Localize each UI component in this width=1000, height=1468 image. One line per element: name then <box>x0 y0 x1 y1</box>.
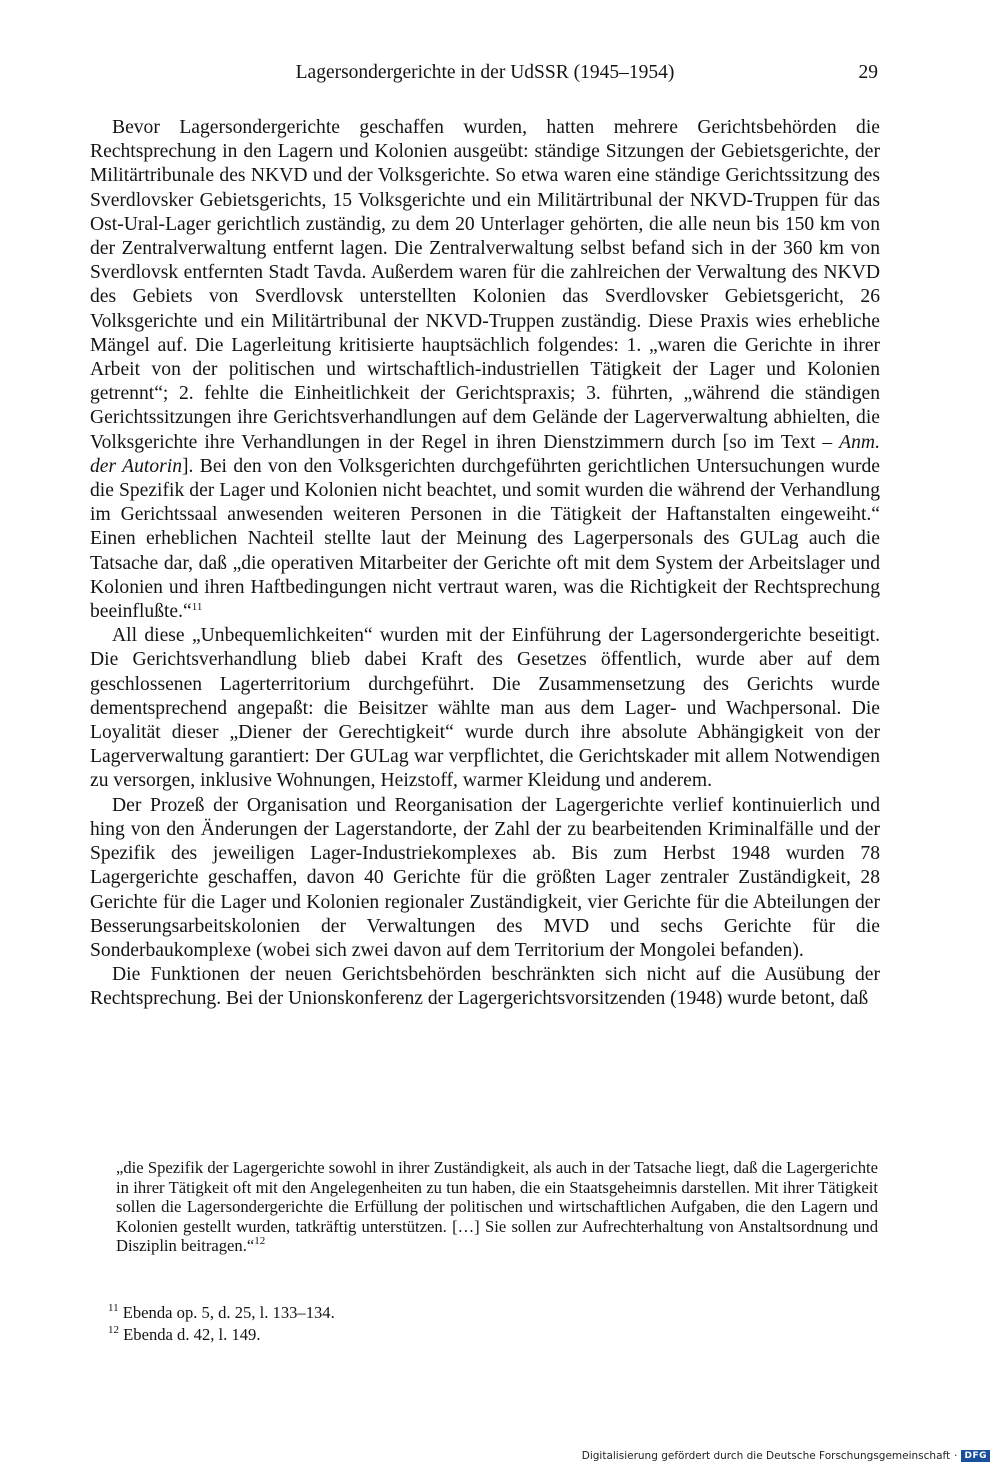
footnote-number: 11 <box>108 1302 119 1314</box>
funding-note <box>582 1450 990 1462</box>
main-text <box>90 116 880 1012</box>
funding-separator: · <box>954 1450 958 1462</box>
footnote-text: Ebenda op. 5, d. 25, l. 133–134. <box>118 1303 335 1322</box>
paragraph-1-text-before: Bevor Lagersondergerichte geschaffen wurden, hatten mehrere Gerichtsbehörden die Rechtsprechung in den Lagern und Kolonien ausgeübt: ständige Sitzungen der Gebietsgerichte, der Militärtribunale des NKVD und der Volksgerichte. So etwa waren eine ständige Gerichtssitzung des Sverdlovsker Gebietsgerichts, 15 Volksgerichte und ein Militärtribunal der NKVD-Truppen für das Ost-Ural-Lager gerichtlich zuständig, zu dem 20 Unterlager gehörten, die alle neun bis 150 km von der Zentralverwaltung entfernt lagen. Die Zentralverwaltung selbst befand sich in der 360 km von Sverdlovsk entfernten Stadt Tavda. Außerdem waren für die zahlreichen der Verwaltung des NKVD des Gebiets von Sverdlovsk unterstellten Kolonien das Sverdlovsker Gebietsgericht, 26 Volksgerichte und ein Militärtribunal der NKVD-Truppen zuständig. Diese Praxis wies erhebliche Mängel auf. Die Lagerleitung kritisierte hauptsächlich folgendes: 1. „waren die Gerichte in ihrer Arbeit von der politischen und wirtschaftlich-industriellen Tätigkeit der Lager und Kolonien getrennt“; 2. fehlte die Einheitlichkeit der Gerichtspraxis; 3. führten, „während die ständigen Gerichtssitzungen ihre Gerichtsverhandlungen auf dem Gelände der Lagerverwaltung abhielten, die Volksgerichte ihre Verhandlungen in der Regel in ihren Dienstzimmern durch [so im Text – <box>90 117 880 453</box>
dfg-logo: DFG <box>961 1450 990 1462</box>
footnote-number: 12 <box>108 1324 119 1336</box>
paragraph-1-italic-note: Anm. der Autorin <box>90 431 880 477</box>
footnote-11 <box>108 1302 808 1324</box>
page-number: 29 <box>858 62 878 83</box>
footnote-text: Ebenda d. 42, l. 149. <box>119 1325 261 1344</box>
paragraph-1-text-after: ]. Bei den von den Volksgerichten durchgeführten gerichtlichen Untersuchungen wurde die Spezifik der Lager und Kolonien nicht beachtet, und somit wurden die während der Verhandlung im Gerichtssaal anwesenden weiteren Personen in die Tätigkeit der Haftanstalten eingeweiht.“ Einen erheblichen Nachteil stellte laut der Meinung des Lagerpersonals des GULag auch die Tatsache dar, daß „die operativen Mitarbeiter der Gerichte oft mit dem System der Arbeitslager und Kolonien und ihren Haftbedingungen nicht vertraut waren, was die Richtigkeit der Rechtsprechung beeinflußte.“ <box>90 455 880 623</box>
block-quote-text: „die Spezifik der Lagergerichte sowohl in ihrer Zuständigkeit, als auch in der Tatsache liegt, daß die Lagergerichte in ihrer Tätigkeit oft mit den Angelegenheiten zu tun haben, die ein Staatsgeheimnis darstellen. Mit ihrer Tätigkeit sollen die Lagersondergerichte die Erfüllung der politischen und wirtschaftlichen Aufgaben, die den Lagern und Kolonien gestellt wurden, tatkräftig unterstützen. […] Sie sollen zur Aufrechterhaltung von Anstaltsordnung und Disziplin beitragen.“ <box>116 1158 878 1256</box>
footnote-ref-11: 11 <box>191 601 203 614</box>
paragraph-2: All diese „Unbequemlichkeiten“ wurden mit der Einführung der Lagersondergerichte beseitigt. Die Gerichtsverhandlung blieb dabei Kraft des Gesetzes öffentlich, wurde aber auf dem geschlossenen Lagerterritorium durchgeführt. Die Zusammensetzung des Gerichts wurde dementsprechend angepaßt: die Beisitzer wählte man aus dem Lager- und Wachpersonal. Die Loyalität dieser „Diener der Gerechtigkeit“ wurde durch ihre absolute Abhängigkeit von der Lagerverwaltung garantiert: Der GULag war verpflichtet, die Gerichtskader mit allem Notwendigen zu versorgen, inklusive Wohnungen, Heizstoff, warmer Kleidung und anderem. <box>90 625 880 792</box>
running-title: Lagersondergerichte in der UdSSR (1945–1954) <box>295 62 675 83</box>
footnotes <box>108 1302 808 1346</box>
paragraph-3: Der Prozeß der Organisation und Reorganisation der Lagergerichte verlief kontinuierlich und hing von den Änderungen der Lagerstandorte, der Zahl der zu bearbeitenden Kriminalfälle und der Spezifik des jeweiligen Lager-Industriekomplexes ab. Bis zum Herbst 1948 wurden 78 Lagergerichte geschaffen, davon 40 Gerichte für die größten Lager zentraler Zuständigkeit, 28 Gerichte für die Lager und Kolonien regionaler Zuständigkeit, vier Gerichte für die Abteilungen der Besserungsarbeitskolonien der Verwaltungen des MVD und sechs Gerichte für die Sonderbaukomplexe (wobei sich zwei davon auf dem Territorium der Mongolei befanden). <box>90 794 880 961</box>
running-header <box>90 62 880 92</box>
footnote-ref-12: 12 <box>254 1235 266 1248</box>
paragraph-4: Die Funktionen der neuen Gerichtsbehörden beschränkten sich nicht auf die Ausübung der Rechtsprechung. Bei der Unionskonferenz der Lagergerichtsvorsitzenden (1948) wurde betont, daß <box>90 964 880 1010</box>
funding-text: Digitalisierung gefördert durch die Deutsche Forschungsgemeinschaft <box>581 1450 951 1462</box>
block-quote <box>116 1158 878 1256</box>
paragraph-1 <box>90 116 880 624</box>
block-quote-paragraph <box>116 1158 878 1256</box>
footnote-12 <box>108 1324 808 1346</box>
